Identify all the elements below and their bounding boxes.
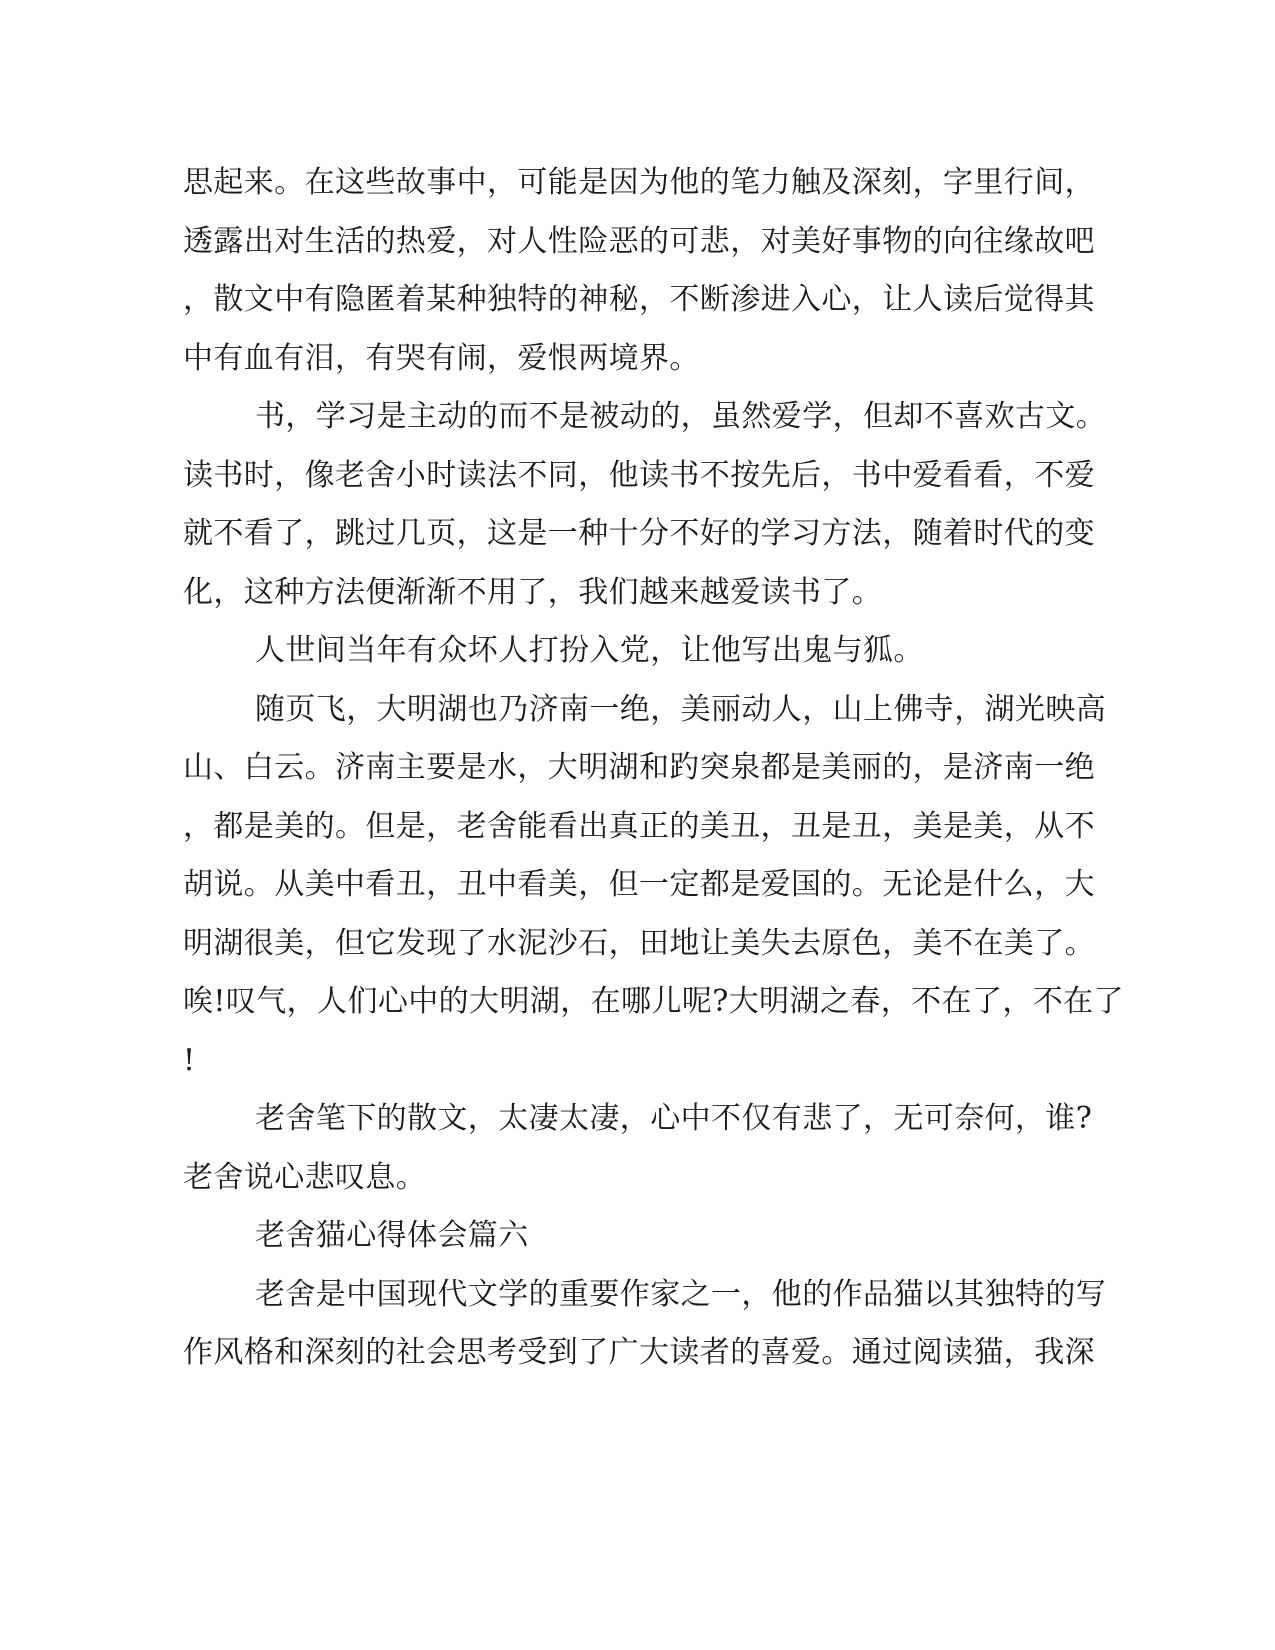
text-line: 老舍是中国现代文学的重要作家之一，他的作品猫以其独特的写 (255, 1276, 1107, 1312)
text-line: 胡说。从美中看丑，丑中看美，但一定都是爱国的。无论是什么，大 (183, 867, 1095, 902)
text-line: 人世间当年有众坏人打扮入党，让他写出鬼与狐。 (255, 633, 924, 668)
text-line: ，都是美的。但是，老舍能看出真正的美丑，丑是丑，美是美，从不 (183, 808, 1095, 844)
text-line: 读书时，像老舍小时读法不同，他读书不按先后，书中爱看看，不爱 (183, 457, 1095, 493)
text-line: 明湖很美，但它发现了水泥沙石，田地让美失去原色，美不在美了。 (183, 925, 1095, 961)
text-line: 书，学习是主动的而不是被动的，虽然爱学，但却不喜欢古文。 (255, 399, 1107, 434)
text-line: 作风格和深刻的社会思考受到了广大读者的喜爱。通过阅读猫，我深 (183, 1335, 1095, 1370)
text-line: 透露出对生活的热爱，对人性险恶的可悲，对美好事物的向往缘故吧 (183, 223, 1095, 259)
text-line: 山、白云。济南主要是水，大明湖和趵突泉都是美丽的，是济南一绝 (183, 750, 1095, 785)
text-line: 老舍说心悲叹息。 (183, 1159, 427, 1195)
text-line: 就不看了，跳过几页，这是一种十分不好的学习方法，随着时代的变 (183, 516, 1095, 551)
document-body (183, 160, 1124, 1389)
text-line: ! (183, 1042, 196, 1078)
text-line: 中有血有泪，有哭有闹，爱恨两境界。 (183, 340, 700, 376)
text-line: 老舍笔下的散文，太凄太凄，心中不仅有悲了，无可奈何，谁? (255, 1101, 1093, 1136)
text-line: ，散文中有隐匿着某种独特的神秘，不断渗进入心，让人读后觉得其 (183, 282, 1095, 317)
text-line: 唉!叹气，人们心中的大明湖，在哪儿呢?大明湖之春，不在了，不在了 (183, 984, 1124, 1019)
text-line: 化，这种方法便渐渐不用了，我们越来越爱读书了。 (183, 574, 883, 610)
text-line: 随页飞，大明湖也乃济南一绝，美丽动人，山上佛寺，湖光映高 (255, 691, 1107, 727)
section-heading: 老舍猫心得体会篇六 (255, 1218, 529, 1253)
text-line: 思起来。在这些故事中，可能是因为他的笔力触及深刻，字里行间， (183, 165, 1095, 200)
